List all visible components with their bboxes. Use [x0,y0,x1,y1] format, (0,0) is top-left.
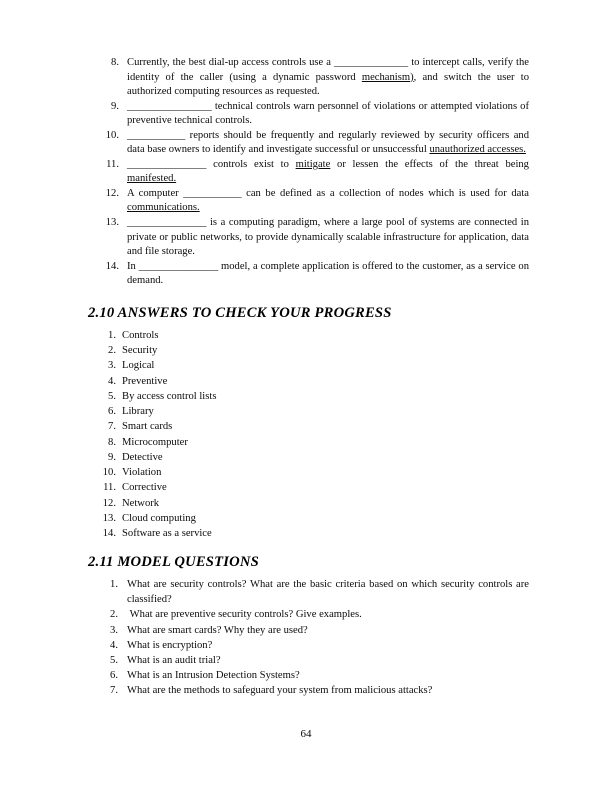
list-item [88,374,529,389]
list-item-number: 5. [108,390,116,402]
list-item-number: 1. [108,329,116,341]
list-item [88,496,529,511]
list-item-text: Violation [122,467,162,478]
list-item [88,638,529,653]
model-questions-list [88,577,529,698]
list-item-text: A computer ___________ can be defined as a collection of nodes which is used for data communications. [127,187,529,214]
list-item [88,435,529,450]
list-item-number: 11. [103,482,116,494]
list-item [88,187,529,216]
list-item [88,526,529,541]
list-item-text: Software as a service [122,528,212,539]
list-item [88,465,529,480]
list-item [88,100,529,129]
list-item [88,158,529,187]
list-item [88,328,529,343]
list-item-text: What is an audit trial? [127,654,221,666]
list-item [88,653,529,668]
list-item [88,404,529,419]
list-item [88,577,529,607]
list-item [88,511,529,526]
list-item-text: Library [122,406,154,417]
list-item-text: What are smart cards? Why they are used? [127,624,308,636]
list-item-number: 6. [108,406,116,417]
page-number: 64 [300,728,312,740]
list-item-number: 7. [108,421,116,433]
list-item-number: 14. [105,260,119,272]
list-item-text: ___________ reports should be frequently and regularly reviewed by security officers and data base owners to identify and investigate successful or unsuccessful unauthorized accesses. [127,129,529,156]
list-item-text: What are preventive security controls? Give examples. [127,609,362,621]
list-item-number: 12. [105,187,119,199]
list-item [88,450,529,465]
list-item [88,623,529,638]
list-item-number: 5. [110,654,118,666]
list-item-number: 13. [102,512,116,524]
list-item-number: 4. [108,375,116,387]
list-item [88,480,529,495]
list-item-text: What is an Intrusion Detection Systems? [127,669,300,681]
list-item-text: By access control lists [122,390,217,402]
list-item-number: 2. [108,345,116,356]
list-item [88,419,529,434]
list-item-text: Detective [122,451,163,463]
list-item-text: Controls [122,329,159,341]
list-item-number: 10. [105,129,119,141]
list-item-number: 14. [102,528,116,539]
list-item-text: What are security controls? What are the basic criteria based on which security controls are classified? [127,579,529,606]
list-item-number: 3. [110,624,118,636]
list-item-number: 4. [110,639,118,651]
list-item-text: Logical [122,360,155,372]
list-item [88,56,529,100]
answers-section-heading: 2.10 ANSWERS TO CHECK YOUR PROGRESS [88,304,392,321]
list-item-number: 8. [111,57,119,68]
list-item [88,607,529,622]
fill-blank-question-list [88,56,529,289]
list-item-text: Preventive [122,375,168,387]
list-item [88,260,529,289]
list-item [88,343,529,358]
list-item-text: Currently, the best dial-up access controls use a ______________ to intercept calls, verify the identity of the caller (using a dynamic password mechanism), and switch the user to authorized computing resources as requested. [127,57,529,98]
list-item-number: 7. [110,684,118,696]
list-item-number: 11. [106,158,119,170]
list-item-text: Network [122,497,160,509]
list-item [88,129,529,158]
list-item-text: In _______________ model, a complete application is offered to the customer, as a service on demand. [127,260,529,287]
list-item-number: 3. [108,360,116,372]
list-item [88,668,529,683]
list-item-text: What are the methods to safeguard your system from malicious attacks? [127,684,433,696]
list-item [88,683,529,698]
list-item [88,389,529,404]
questions-section-heading: 2.11 MODEL QUESTIONS [88,554,259,571]
list-item-text: Security [122,345,158,356]
answers-list [88,328,529,542]
list-item-text: Smart cards [122,421,173,433]
list-item-text: Cloud computing [122,512,196,524]
list-item-number: 9. [108,451,116,463]
list-item-number: 1. [110,579,118,591]
list-item-number: 12. [102,497,116,509]
list-item-text: _______________ is a computing paradigm, where a large pool of systems are connected in private or public networks, to provide dynamically scalable infrastructure for application, data and file storage. [127,217,529,258]
page-content [88,56,529,698]
list-item-number: 13. [105,217,119,229]
list-item-number: 2. [110,609,118,621]
list-item-number: 6. [110,669,118,681]
list-item-number: 8. [108,436,116,448]
list-item-text: What is encryption? [127,639,213,651]
list-item-text: Corrective [122,482,167,494]
list-item-number: 10. [102,467,116,478]
list-item [88,358,529,373]
list-item-number: 9. [111,100,119,112]
list-item [88,216,529,260]
list-item-text: _______________ controls exist to mitigate or lessen the effects of the threat being manifested. [127,158,529,185]
list-item-text: ________________ technical controls warn personnel of violations or attempted violations of preventive technical controls. [127,100,529,127]
list-item-text: Microcomputer [122,436,188,448]
